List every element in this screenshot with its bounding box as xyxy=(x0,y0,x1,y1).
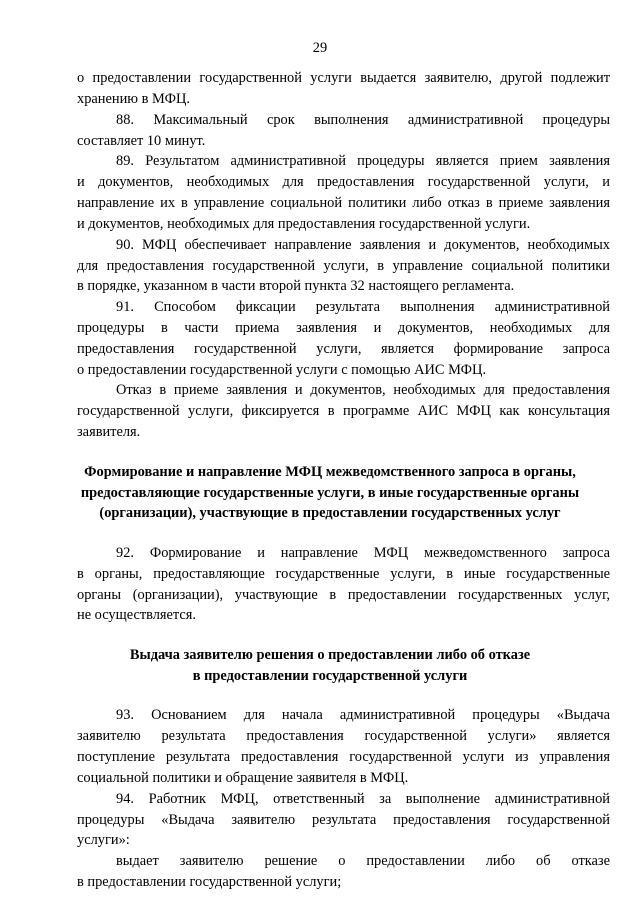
paragraph-line: и документов, необходимых для предоставления государственной услуги, и xyxy=(77,174,610,191)
paragraph-line: о предоставлении государственной услуги с помощью АИС МФЦ. xyxy=(77,361,487,378)
paragraph-line: в порядке, указанном в части второй пункта 32 настоящего регламента. xyxy=(77,278,515,295)
paragraph-line: заявителя. xyxy=(77,424,141,441)
paragraph-line: 92. Формирование и направление МФЦ межведомственного запроса xyxy=(116,544,610,561)
paragraph-line: составляет 10 минут. xyxy=(77,132,206,149)
section-heading-line: в предоставлении государственной услуги xyxy=(192,667,468,684)
paragraph-line: хранению в МФЦ. xyxy=(77,90,190,107)
paragraph-line: процедуры в части приема заявления и документов, необходимых для xyxy=(77,319,610,336)
section-heading-line: предоставляющие государственные услуги, в иные государственные органы xyxy=(80,484,580,501)
paragraph-line: выдает заявителю решение о предоставлении либо об отказе xyxy=(116,853,610,870)
section-heading-line: Выдача заявителю решения о предоставлении либо об отказе xyxy=(129,647,531,663)
paragraph-line: социальной политики и обращение заявителя в МФЦ. xyxy=(77,769,409,786)
paragraph-line: 91. Способом фиксации результата выполнения административной xyxy=(116,299,610,316)
paragraph-line: заявителю результата предоставления государственной услуги» является xyxy=(77,728,610,745)
paragraph-line: 90. МФЦ обеспечивает направление заявления и документов, необходимых xyxy=(116,236,610,253)
paragraph-line: 93. Основанием для начала административной процедуры «Выдача xyxy=(116,707,610,724)
paragraph-line: для предоставления государственной услуги, в управление социальной политики xyxy=(77,257,610,274)
paragraph-line: предоставления государственной услуги, является формирование запроса xyxy=(77,340,610,357)
paragraph-line: в предоставлении государственной услуги; xyxy=(77,874,342,890)
paragraph-line: в органы, предоставляющие государственные услуги, в иные государственные xyxy=(77,565,610,582)
section-heading-line: (организации), участвующие в предоставлении государственных услуг xyxy=(99,505,561,522)
paragraph-line: 89. Результатом административной процедуры является прием заявления xyxy=(116,153,610,170)
paragraph-line: не осуществляется. xyxy=(77,607,196,624)
section-heading-line: Формирование и направление МФЦ межведомственного запроса в органы, xyxy=(84,463,576,480)
paragraph-line: поступление результата предоставления государственной услуги из управления xyxy=(77,749,610,765)
page-number: 29 xyxy=(312,40,328,56)
paragraph-line: процедуры «Выдача заявителю результата предоставления государственной xyxy=(77,811,610,828)
paragraph-line: Отказ в приеме заявления и документов, необходимых для предоставления xyxy=(116,382,610,399)
paragraph-line: 94. Работник МФЦ, ответственный за выполнение административной xyxy=(116,790,610,807)
paragraph-line: органы (организации), участвующие в предоставлении государственных услуг, xyxy=(77,586,610,603)
paragraph-line: направление их в управление социальной политики либо отказ в приеме заявления xyxy=(77,195,610,211)
paragraph-line: услуги»: xyxy=(77,832,130,849)
paragraph-line: 88. Максимальный срок выполнения административной процедуры xyxy=(116,111,610,128)
paragraph-line: и документов, необходимых для предоставления государственной услуги. xyxy=(77,215,531,232)
paragraph-line: о предоставлении государственной услуги выдается заявителю, другой подлежит xyxy=(77,70,610,86)
paragraph-line: государственной услуги, фиксируется в программе АИС МФЦ как консультация xyxy=(77,403,610,420)
